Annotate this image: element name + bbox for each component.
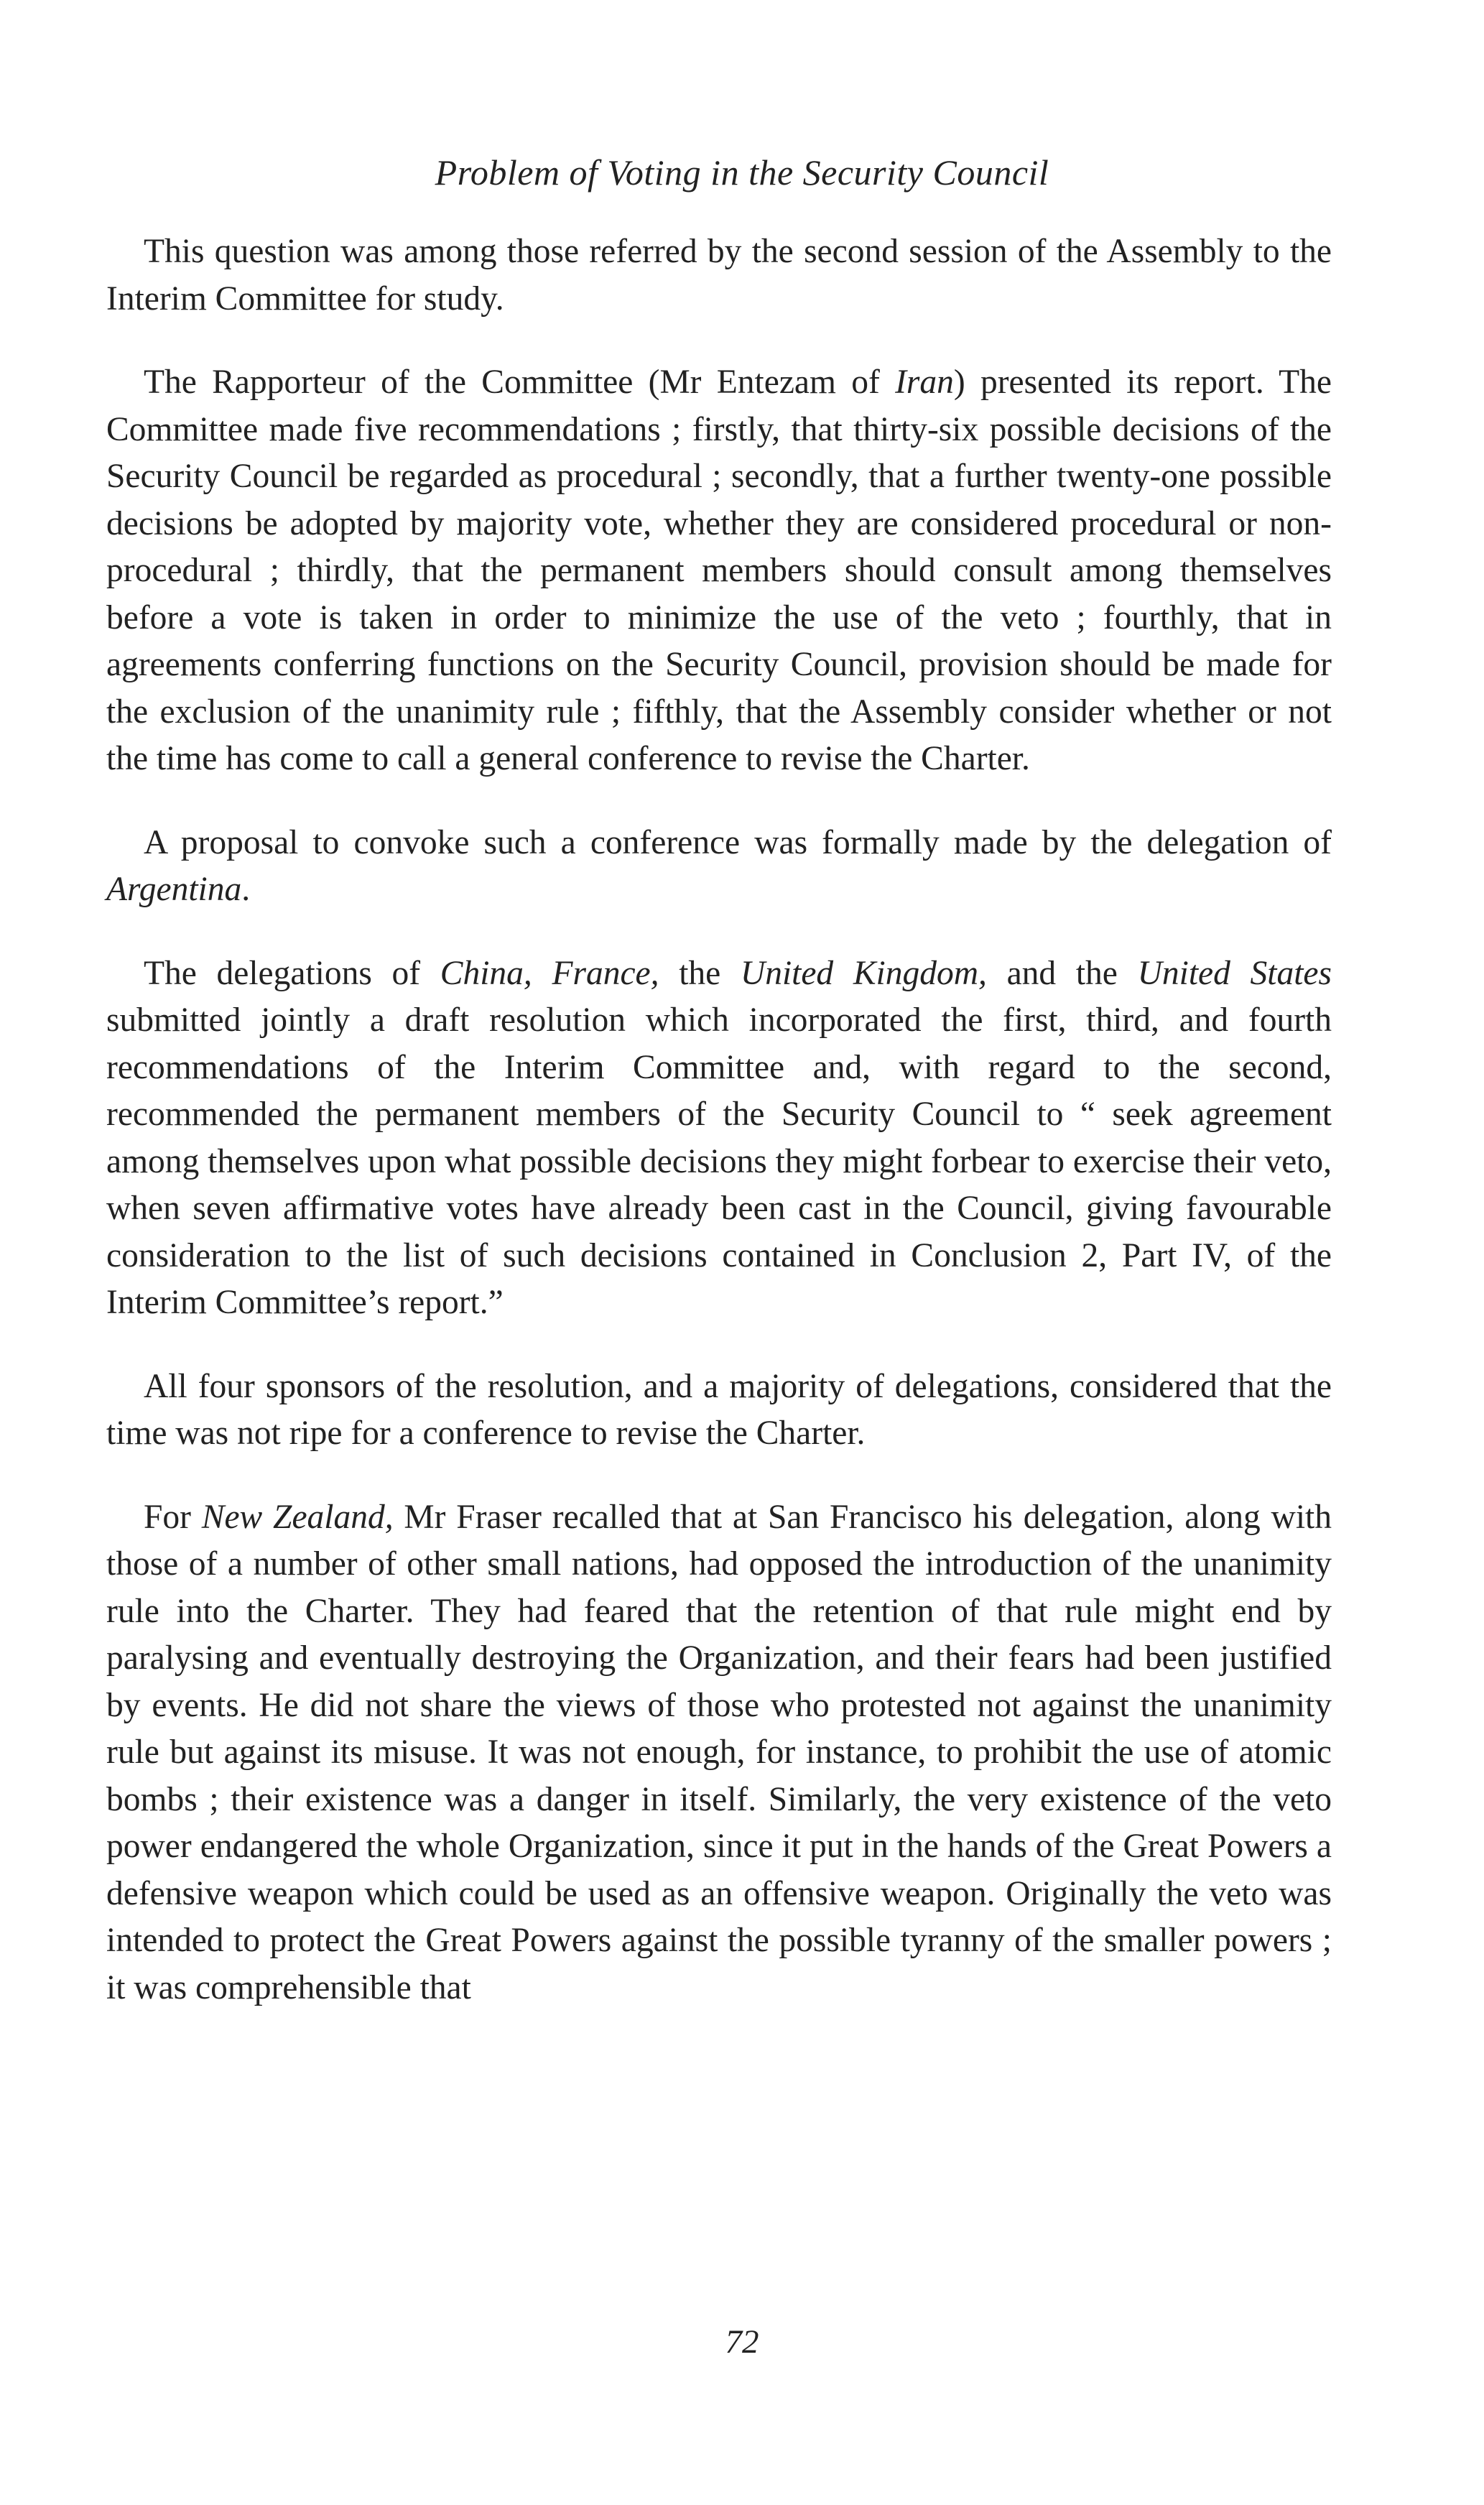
text-run: submitted jointly a draft resolution which incorporated the first, third, and fourth recommendations of the Interim Committee and, with regard to the second, recommended the permanent members of the Security Council to “ seek agreement among themselves upon what possible decisions they might forbear to exercise their veto, when seven affirmative votes have already been cast in the Council, giving favourable consideration to the list of such decisions contained in Conclusion 2, Part IV, of the Interim Committee’s report.”	[106, 1001, 1332, 1321]
text-run: All four sponsors of the resolution, and a majority of delegations, considered that the time was not ripe for a conference to revise the Charter.	[106, 1367, 1332, 1452]
paragraph	[106, 1494, 1332, 2012]
italic-text: United States	[1137, 954, 1332, 992]
text-run: A proposal to convoke such a conference was formally made by the delegation of	[144, 823, 1332, 861]
paragraph	[106, 228, 1332, 323]
italic-text: Argentina	[106, 871, 242, 908]
text-run: Mr Fraser recalled that at San Francisco his delegation, along with those of a number of other small nations, had opposed the introduction of the unanimity rule into the Charter. They had feared that the retention of that rule might end by paralysing and eventually destroying the Organization, and their fears had been justified by events. He did not share the views of those who protested not against the unanimity rule but against its misuse. It was not enough, for instance, to prohibit the use of atomic bombs ; their existence was a danger in itself. Similarly, the very existence of the veto power endangered the whole Organization, since it put in the hands of the Great Powers a defensive weapon which could be used as an offensive weapon. Originally the veto was intended to protect the Great Powers against the possible tyranny of the smaller powers ; it was comprehensible that	[106, 1498, 1332, 2006]
section-heading: Problem of Voting in the Security Council	[435, 152, 1049, 193]
italic-text: China, France,	[440, 954, 659, 992]
text-run: The Rapporteur of the Committee (Mr Entezam of	[144, 364, 896, 401]
text-run: .	[241, 871, 251, 908]
italic-text: New Zealand,	[201, 1498, 394, 1536]
text-run: This question was among those referred by the second session of the Assembly to the Interim Committee for study.	[106, 233, 1332, 318]
italic-text: United Kingdom,	[740, 954, 987, 992]
text-run: ) presented its report. The Committee made five recommendations ; firstly, that thirty-six possible decisions of the Security Council be regarded as procedural ; secondly, that a further twenty-one possible decisions be adopted by majority vote, whether they are considered procedural or non-procedural ; thirdly, that the permanent members should consult among themselves before a vote is taken in order to minimize the use of the veto ; fourthly, that in agreements conferring functions on the Security Council, provision should be made for the exclusion of the unanimity rule ; fifthly, that the Assembly consider whether or not the time has come to call a general conference to revise the Charter.	[106, 364, 1332, 777]
paragraph	[106, 1363, 1332, 1458]
paragraph	[106, 950, 1332, 1327]
text-run: the	[659, 954, 741, 992]
italic-text: Iran	[895, 364, 954, 401]
body-text	[106, 228, 1332, 2011]
text-run: and the	[986, 954, 1138, 992]
text-run: For	[144, 1498, 202, 1536]
page-number: 72	[725, 2323, 759, 2361]
text-run: The delegations of	[144, 954, 440, 992]
paragraph	[106, 820, 1332, 914]
paragraph	[106, 359, 1332, 783]
